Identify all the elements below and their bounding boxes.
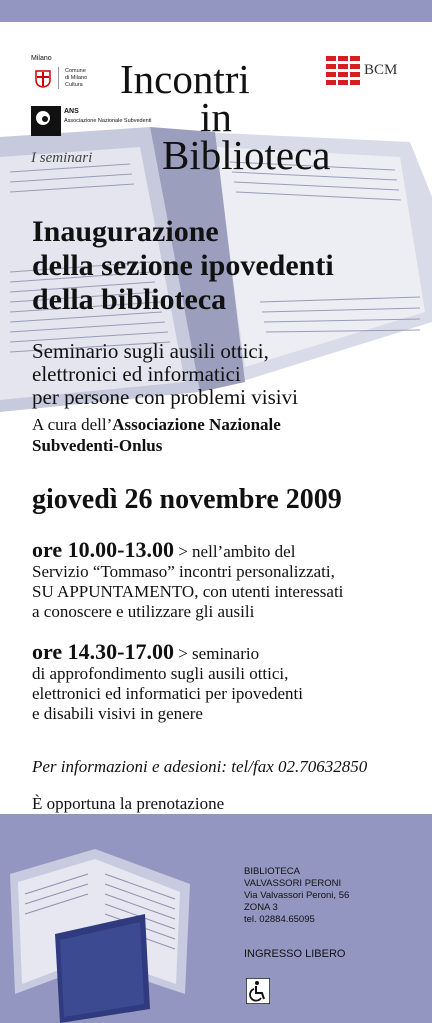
subheadline: Seminario sugli ausili ottici, elettronici ed informatici per persone con problemi visivi <box>32 339 298 409</box>
event-date: giovedì 26 novembre 2009 <box>32 484 342 515</box>
top-band <box>0 0 432 22</box>
schedule-morning: ore 10.00-13.00 > nell’ambito del Servizio “Tommaso” incontri personalizzati, SU APPUNTAMENTO, con utenti interessati a conoscere e utilizzare gli ausili <box>32 537 344 621</box>
bcm-logo-icon <box>326 56 360 86</box>
comune-text: Comune di Milano Cultura <box>65 68 88 88</box>
seminari-label: I seminari <box>31 150 93 166</box>
free-entry: INGRESSO LIBERO <box>244 948 346 960</box>
footer-band <box>0 814 432 1023</box>
logo-divider <box>58 67 59 89</box>
booking-note: È opportuna la prenotazione <box>32 794 225 813</box>
ans-title: ANS <box>64 108 79 115</box>
schedule-time: ore 14.30-17.00 <box>32 639 174 664</box>
ans-logo-icon <box>31 106 61 136</box>
schedule-time: ore 10.00-13.00 <box>32 537 174 562</box>
milano-label: Milano <box>31 55 52 62</box>
books-illustration <box>0 814 220 1023</box>
organizer: A cura dell’Associazione Nazionale Subvedenti-Onlus <box>32 415 281 455</box>
milano-shield-icon <box>35 70 51 88</box>
title-line-1: Incontri <box>120 56 250 102</box>
title-line-3: Biblioteca <box>162 132 331 178</box>
bcm-label: BCM <box>364 62 398 78</box>
contact-info: Per informazioni e adesioni: tel/fax 02.70632850 <box>32 757 368 776</box>
library-address: BIBLIOTECA VALVASSORI PERONI Via Valvassori Peroni, 56 ZONA 3 tel. 02884.65095 <box>244 866 350 925</box>
schedule-afternoon: ore 14.30-17.00 > seminario di approfondimento sugli ausili ottici, elettronici ed informatici per ipovedenti e disabili visivi in genere <box>32 639 303 723</box>
ans-subtitle: Associazione Nazionale Subvedenti <box>64 118 152 124</box>
title-line-2: in <box>200 94 232 140</box>
wheelchair-icon <box>246 978 270 1004</box>
headline: Inaugurazione della sezione ipovedenti della biblioteca <box>32 215 334 316</box>
hero-section <box>0 22 432 414</box>
